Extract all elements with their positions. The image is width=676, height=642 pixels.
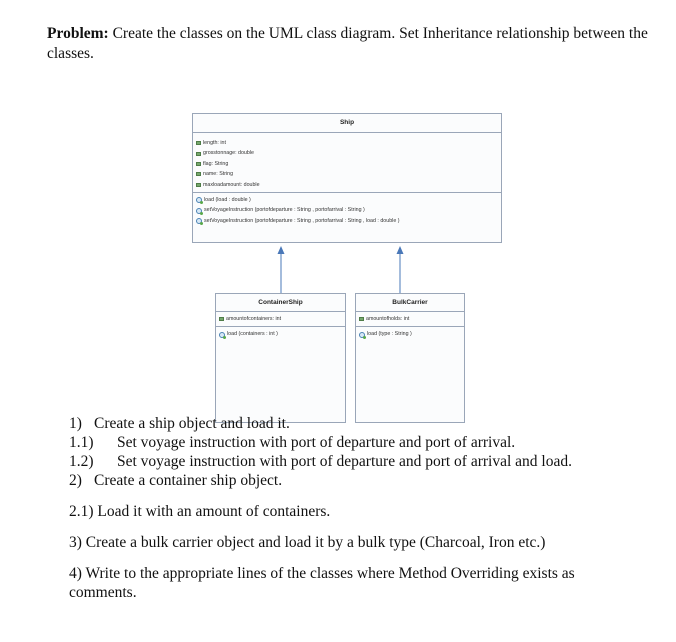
task-item: 1) Create a ship object and load it. [69,415,290,432]
method-icon [196,208,202,214]
task-item: 4) Write to the appropriate lines of the classes where Method Overriding exists as [69,565,575,582]
field-row: grosstonnage: double [196,148,501,158]
field-row: amountofcontainers: int [219,314,345,324]
method-icon [196,218,202,224]
field-icon [196,183,201,187]
method-row: load (containers : int ) [219,329,345,339]
task-item: 2.1) Load it with an amount of containers. [69,503,331,520]
class-containership-fields [216,312,345,327]
field-icon [196,141,201,145]
field-icon [196,172,201,176]
method-row: load (load : double ) [196,195,501,205]
class-bulkcarrier [355,293,465,423]
inheritance-arrowhead-containership [278,246,285,254]
field-icon [196,162,201,166]
task-item: 1.2) Set voyage instruction with port of departure and port of arrival and load. [69,453,572,470]
class-ship-name: Ship [193,114,501,133]
field-icon [196,152,201,156]
method-row: load (type : String ) [359,329,464,339]
class-ship-methods [193,193,501,228]
class-containership [215,293,346,423]
field-row: maxloadamount: double [196,180,501,190]
task-item: 1.1) Set voyage instruction with port of departure and port of arrival. [69,434,516,451]
task-item: 2) Create a container ship object. [69,472,283,489]
method-icon [196,197,202,203]
method-icon [219,332,225,338]
inheritance-arrowhead-bulkcarrier [397,246,404,254]
method-row: setVoyageInstruction (portofdeparture : String , portofarrival : String , load : double ) [196,216,501,226]
class-bulkcarrier-methods [356,327,464,341]
class-containership-name: ContainerShip [216,294,345,312]
class-bulkcarrier-fields [356,312,464,327]
task-item: comments. [69,584,137,601]
field-row: name: String [196,169,501,179]
class-ship [192,113,502,243]
field-row: flag: String [196,159,501,169]
method-row: setVoyageInstruction (portofdeparture : String , portofarrival : String ) [196,205,501,215]
task-item: 3) Create a bulk carrier object and load it by a bulk type (Charcoal, Iron etc.) [69,534,546,551]
field-icon [359,317,364,321]
method-icon [359,332,365,338]
class-ship-fields [193,133,501,193]
problem-label: Problem: [47,25,109,42]
field-icon [219,317,224,321]
problem-text: Create the classes on the UML class diagram. Set Inheritance relationship between the classes. [47,25,648,62]
field-row: length: int [196,138,501,148]
class-bulkcarrier-name: BulkCarrier [356,294,464,312]
field-row: amountofholds: int [359,314,464,324]
class-containership-methods [216,327,345,341]
